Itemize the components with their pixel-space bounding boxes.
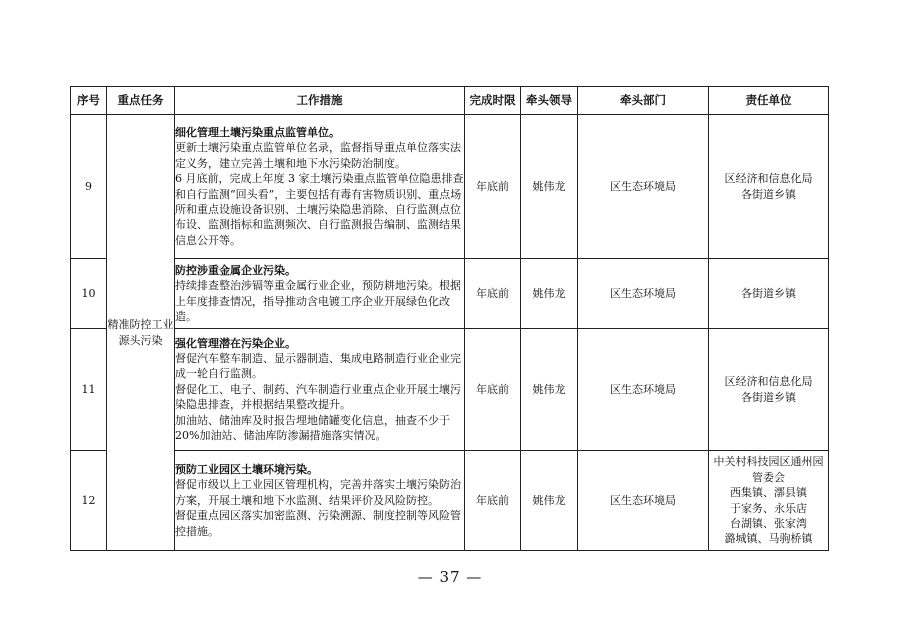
measure-title: 强化管理潜在污染企业。 bbox=[175, 336, 296, 350]
measure-paragraph: 督促汽车整车制造、显示器制造、集成电路制造行业企业完成一轮自行监测。 bbox=[175, 351, 461, 381]
key-task-cell: 精准防控工业源头污染 bbox=[107, 115, 175, 551]
measure-paragraph: 更新土壤污染重点监管单位名录，监督指导重点单位落实法定义务，建立完善土壤和地下水污染防治制度。 bbox=[175, 141, 461, 170]
dept-cell: 区生态环境局 bbox=[578, 259, 709, 329]
measure-paragraph: 督促重点园区落实加密监测、污染溯源、制度控制等风险管控措施。 bbox=[175, 509, 461, 538]
lead-cell: 姚伟龙 bbox=[521, 259, 578, 329]
row-seq: 10 bbox=[71, 259, 107, 329]
table-row-9 bbox=[71, 115, 829, 259]
resp-line: 西集镇、漷县镇 bbox=[730, 486, 807, 500]
page-number: — 37 — bbox=[417, 568, 483, 586]
dept-cell: 区生态环境局 bbox=[578, 451, 709, 551]
measures-cell bbox=[175, 115, 465, 259]
measures-cell bbox=[175, 259, 465, 329]
resp-line: 于家务、永乐店 bbox=[730, 501, 807, 515]
header-key-task: 重点任务 bbox=[107, 87, 175, 115]
deadline-cell: 年底前 bbox=[465, 115, 521, 259]
measure-paragraph: 加油站、储油库及时报告埋地储罐变化信息，抽查不少于20%加油站、储油库防渗漏措施落实情况。 bbox=[175, 413, 450, 443]
measure-title: 预防工业园区土壤环境污染。 bbox=[175, 462, 318, 476]
table-row-12 bbox=[71, 451, 829, 551]
row-seq: 9 bbox=[71, 115, 107, 259]
table-row-11 bbox=[71, 329, 829, 451]
resp-cell bbox=[709, 451, 829, 551]
deadline-cell: 年底前 bbox=[465, 329, 521, 451]
resp-cell bbox=[709, 259, 829, 329]
resp-cell bbox=[709, 115, 829, 259]
resp-line: 台湖镇、张家湾 bbox=[730, 516, 807, 530]
resp-line: 管委会 bbox=[752, 470, 785, 484]
resp-line: 区经济和信息化局 bbox=[724, 172, 813, 186]
lead-cell: 姚伟龙 bbox=[521, 451, 578, 551]
row-seq: 11 bbox=[71, 329, 107, 451]
measure-paragraph: 督促化工、电子、制药、汽车制造行业重点企业开展土壤污染隐患排查，并根据结果整改提升。 bbox=[175, 382, 461, 412]
deadline-cell: 年底前 bbox=[465, 259, 521, 329]
lead-cell: 姚伟龙 bbox=[521, 115, 578, 259]
resp-line: 各街道乡镇 bbox=[741, 187, 796, 201]
header-seq: 序号 bbox=[71, 87, 107, 115]
deadline-cell: 年底前 bbox=[465, 451, 521, 551]
measures-cell bbox=[175, 329, 465, 451]
header-lead-dept: 牵头部门 bbox=[578, 87, 709, 115]
table-row-10 bbox=[71, 259, 829, 329]
resp-line: 各街道乡镇 bbox=[741, 390, 796, 404]
header-measures: 工作措施 bbox=[175, 87, 465, 115]
row-seq: 12 bbox=[71, 451, 107, 551]
resp-line: 各街道乡镇 bbox=[741, 286, 796, 300]
lead-cell: 姚伟龙 bbox=[521, 329, 578, 451]
task-table bbox=[70, 86, 829, 551]
header-lead: 牵头领导 bbox=[521, 87, 578, 115]
measure-paragraph: 6 月底前，完成上年度 3 家土壤污染重点监管单位隐患排查和自行监测“回头看”，主要包括有毒有害物质识别、重点场所和重点设施设备识别、土壤污染隐患消除、自行监测点位布设、监测指标和监测频次、自行监测报告编制、监测结果信息公开等。 bbox=[175, 172, 464, 247]
header-deadline: 完成时限 bbox=[465, 87, 521, 115]
resp-line: 潞城镇、马驹桥镇 bbox=[724, 532, 813, 546]
header-resp-unit: 责任单位 bbox=[709, 87, 829, 115]
resp-line: 区经济和信息化局 bbox=[724, 375, 813, 389]
dept-cell: 区生态环境局 bbox=[578, 329, 709, 451]
resp-line: 中关村科技园区通州园 bbox=[713, 455, 824, 469]
dept-cell: 区生态环境局 bbox=[578, 115, 709, 259]
header-row bbox=[71, 87, 829, 115]
measure-paragraph: 持续排查整治涉镉等重金属行业企业，预防耕地污染。根据上年度排查情况，指导推动含电镀工序企业开展绿色化改造。 bbox=[175, 279, 461, 323]
measure-title: 细化管理土壤污染重点监管单位。 bbox=[175, 125, 340, 139]
resp-cell bbox=[709, 329, 829, 451]
measures-cell bbox=[175, 451, 465, 551]
measure-paragraph: 督促市级以上工业园区管理机构，完善并落实土壤污染防治方案，开展土壤和地下水监测、结果评价及风险防控。 bbox=[175, 478, 461, 507]
measure-title: 防控涉重金属企业污染。 bbox=[175, 263, 296, 277]
